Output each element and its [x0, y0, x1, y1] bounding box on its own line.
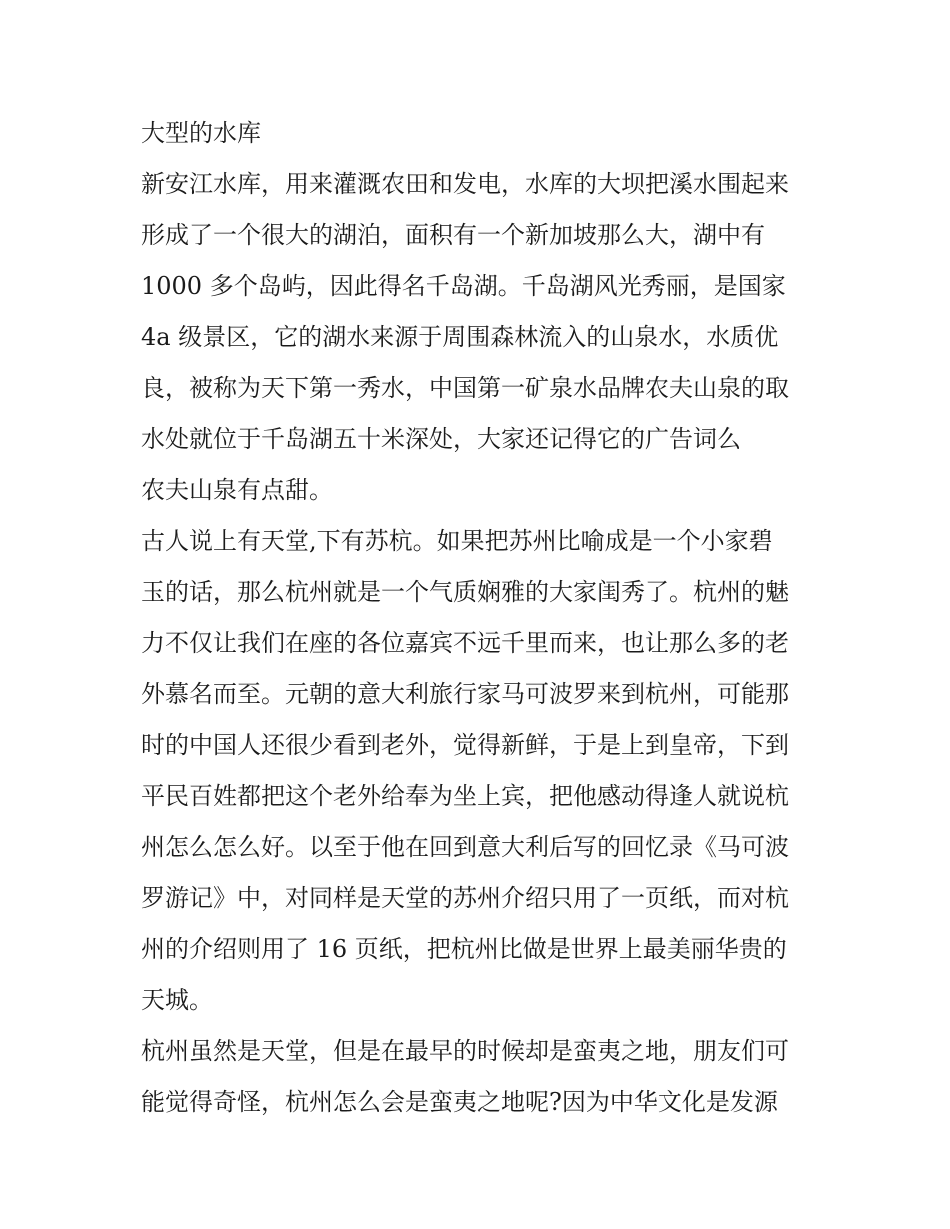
- text-line: 外慕名而至。元朝的意大利旅行家马可波罗来到杭州，可能那: [141, 680, 789, 708]
- text-line: 1000 多个岛屿，因此得名千岛湖。千岛湖风光秀丽，是国家: [141, 272, 786, 300]
- text-line: 新安江水库，用来灌溉农田和发电，水库的大坝把溪水围起来: [141, 170, 789, 198]
- text-line: 水处就位于千岛湖五十米深处，大家还记得它的广告词么: [141, 425, 741, 453]
- text-line: 杭州虽然是天堂，但是在最早的时候却是蛮夷之地，朋友们可: [141, 1037, 789, 1065]
- text-line: 玉的话，那么杭州就是一个气质娴雅的大家闺秀了。杭州的魅: [141, 578, 789, 606]
- text-line: 良，被称为天下第一秀水，中国第一矿泉水品牌农夫山泉的取: [141, 374, 789, 402]
- text-line: 形成了一个很大的湖泊，面积有一个新加坡那么大，湖中有: [141, 221, 765, 249]
- text-line: 时的中国人还很少看到老外，觉得新鲜，于是上到皇帝，下到: [141, 731, 789, 759]
- text-line: 农夫山泉有点甜。: [141, 476, 333, 504]
- text-line: 罗游记》中，对同样是天堂的苏州介绍只用了一页纸，而对杭: [141, 884, 789, 912]
- text-line: 能觉得奇怪，杭州怎么会是蛮夷之地呢?因为中华文化是发源: [141, 1088, 778, 1116]
- heading-line: 大型的水库: [141, 119, 261, 147]
- text-line: 4a 级景区，它的湖水来源于周围森林流入的山泉水，水质优: [141, 323, 779, 351]
- text-line: 州怎么怎么好。以至于他在回到意大利后写的回忆录《马可波: [141, 833, 789, 861]
- text-line: 州的介绍则用了 16 页纸，把杭州比做是世界上最美丽华贵的: [141, 935, 787, 963]
- text-line: 平民百姓都把这个老外给奉为坐上宾，把他感动得逢人就说杭: [141, 782, 789, 810]
- text-line: 天城。: [141, 986, 213, 1014]
- text-line: 古人说上有天堂,下有苏杭。如果把苏州比喻成是一个小家碧: [141, 527, 773, 555]
- body-text: [141, 108, 821, 1128]
- text-line: 力不仅让我们在座的各位嘉宾不远千里而来，也让那么多的老: [141, 629, 789, 657]
